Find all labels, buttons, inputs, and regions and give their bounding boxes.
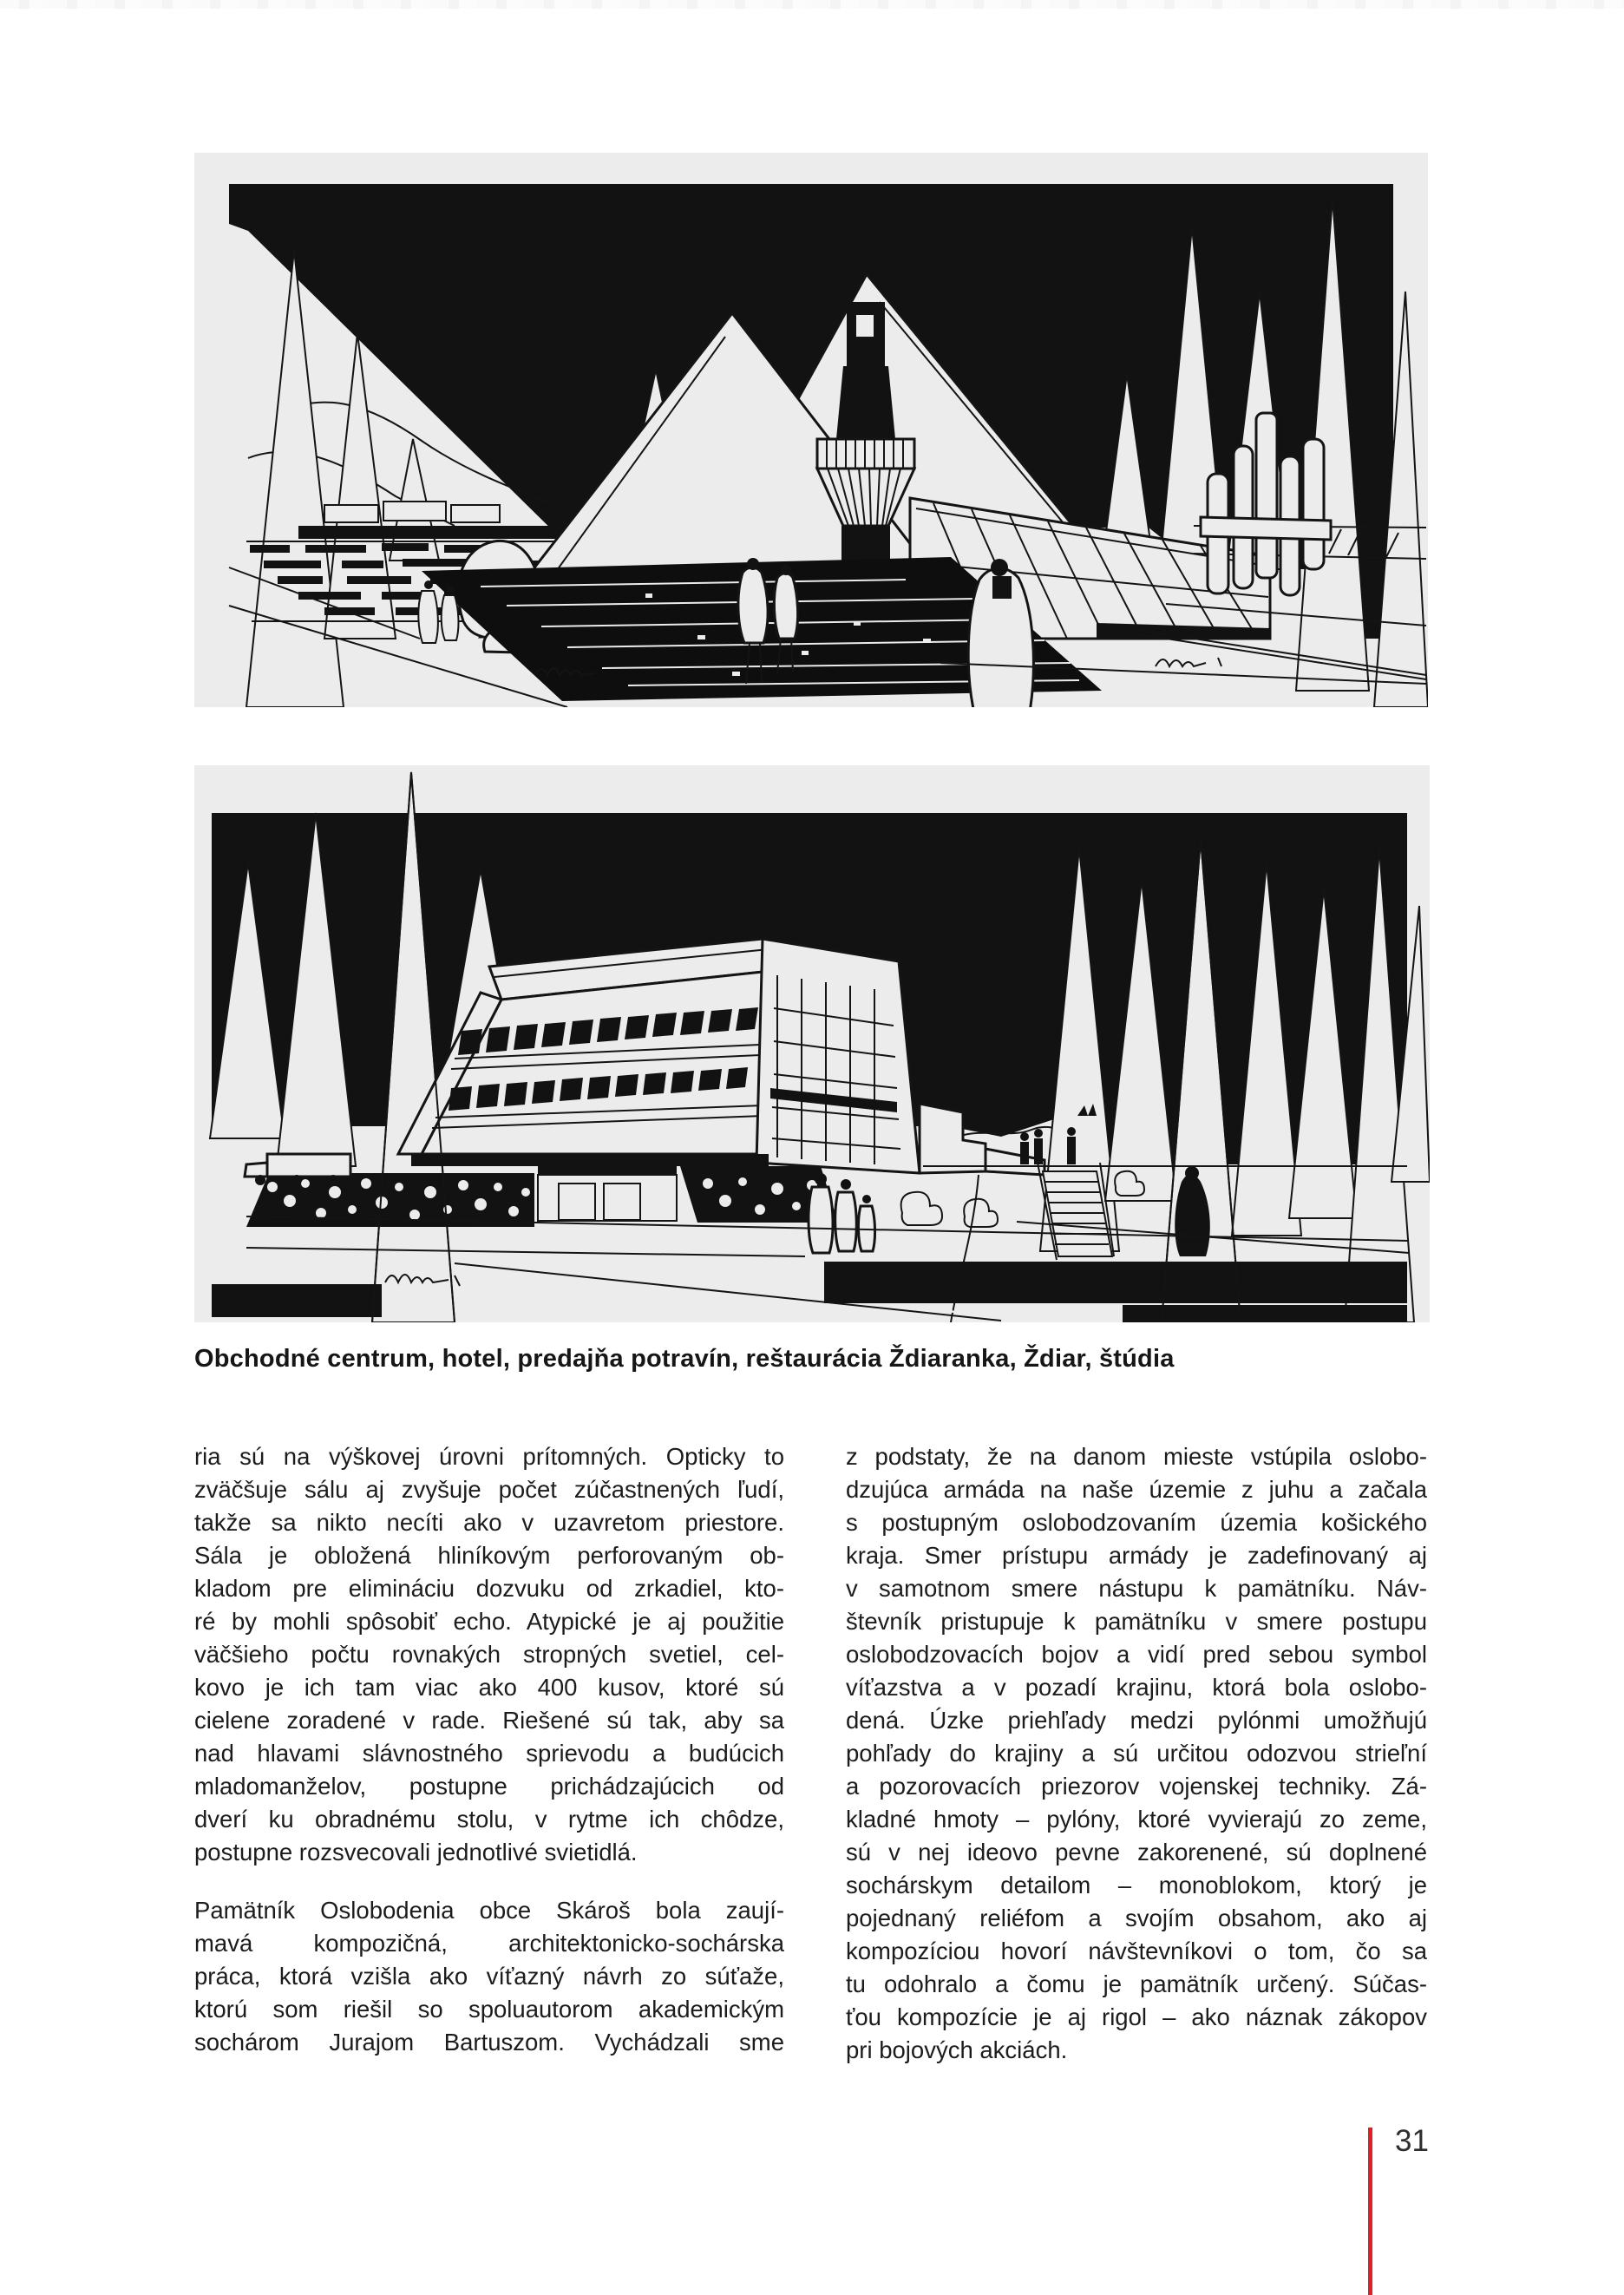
text-line: cielene zoradené v rade. Riešené sú tak, aby sa (194, 1707, 784, 1734)
text-line: pojednaný reliéfom a svojím obsahom, ako aj (846, 1905, 1427, 1931)
text-column-right (846, 1440, 1427, 2067)
text-line: s postupným oslobodzovaním územia košického (846, 1509, 1427, 1536)
text-line: dená. Úzke priehľady medzi pylónmi umožňujú (846, 1707, 1427, 1734)
text-line: a pozorovacích priezorov vojenskej techniky. Zá- (846, 1773, 1427, 1800)
text-line: kladné hmoty – pylóny, ktoré vyvierajú zo zeme, (846, 1806, 1427, 1833)
text-line: ťou kompozície je aj rigol – ako náznak zákopov (846, 2003, 1427, 2030)
text-line: v samotnom smere nástupu k pamätníku. Náv- (846, 1575, 1427, 1602)
text-line: tu odohralo a čomu je pamätník určený. Súčas- (846, 1970, 1427, 1997)
text-line: mavá kompozičná, architektonicko-sochárska (194, 1930, 784, 1957)
text-line: kraja. Smer prístupu armády je zadefinovaný aj (846, 1542, 1427, 1569)
text-line: kladom pre elimináciu dozvuku od zrkadiel, kto- (194, 1575, 784, 1602)
text-line: dverí ku obradnému stolu, v rytme ich chôdze, (194, 1806, 784, 1833)
page-number: 31 (1395, 2124, 1429, 2158)
text-line: z podstaty, že na danom mieste vstúpila oslobo- (846, 1443, 1427, 1470)
text-line: dzujúca armáda na naše územie z juhu a začala (846, 1476, 1427, 1503)
text-line: postupne rozsvecovali jednotlivé svietidlá. (194, 1839, 638, 1866)
text-line: Pamätník Oslobodenia obce Skároš bola zaují- (194, 1897, 784, 1924)
text-line: ré by mohli spôsobiť echo. Atypické je aj použitie (194, 1608, 784, 1635)
text-line: práca, ktorá vzišla ako víťazný návrh zo súťaže, (194, 1963, 784, 1990)
text-line: sochárskym detailom – monoblokom, ktorý je (846, 1872, 1427, 1898)
text-line: Sála je obložená hliníkovým perforovaným ob- (194, 1542, 784, 1569)
figure-1-illustration (194, 153, 1428, 707)
text-line: sochárom Jurajom Bartuszom. Vychádzali sme (194, 2029, 784, 2056)
figure-2-illustration (194, 765, 1430, 1322)
text-line: víťazstva a v pozadí krajinu, ktorá bola oslobo- (846, 1674, 1427, 1701)
paragraph (194, 1894, 784, 2059)
text-line: pohľady do krajiny a sú určitou odozvou strieľní (846, 1740, 1427, 1767)
text-line: mladomanželov, postupne prichádzajúcich od (194, 1773, 784, 1800)
text-line: väčšieho počtu rovnakých stropných svetiel, cel- (194, 1641, 784, 1668)
text-line: pri bojových akciách. (846, 2036, 1068, 2063)
text-line: oslobodzovacích bojov a vidí pred sebou symbol (846, 1641, 1427, 1668)
text-line: zväčšuje sálu aj zvyšuje počet zúčastnených ľudí, (194, 1476, 784, 1503)
text-line: kompozíciou hovorí návštevníkovi o tom, čo sa (846, 1938, 1427, 1964)
paragraph (846, 1440, 1427, 2067)
footer-accent-rule (1368, 2128, 1372, 2295)
text-line: števník pristupuje k pamätníku v smere postupu (846, 1608, 1427, 1635)
text-line: kovo je ich tam viac ako 400 kusov, ktoré sú (194, 1674, 784, 1701)
figure-caption: Obchodné centrum, hotel, predajňa potravín, reštaurácia Ždiaranka, Ždiar, štúdia (194, 1345, 1175, 1373)
text-line: takže sa nikto necíti ako v uzavretom priestore. (194, 1509, 784, 1536)
paragraph (194, 1440, 784, 1869)
text-line: ktorú som riešil so spoluautorom akademickým (194, 1996, 784, 2023)
text-line: sú v nej ideovo pevne zakorenené, sú doplnené (846, 1839, 1427, 1866)
text-line: ria sú na výškovej úrovni prítomných. Opticky to (194, 1443, 784, 1470)
text-line: nad hlavami slávnostného sprievodu a budúcich (194, 1740, 784, 1767)
scan-noise-strip (0, 0, 1624, 9)
text-column-left (194, 1440, 784, 2059)
